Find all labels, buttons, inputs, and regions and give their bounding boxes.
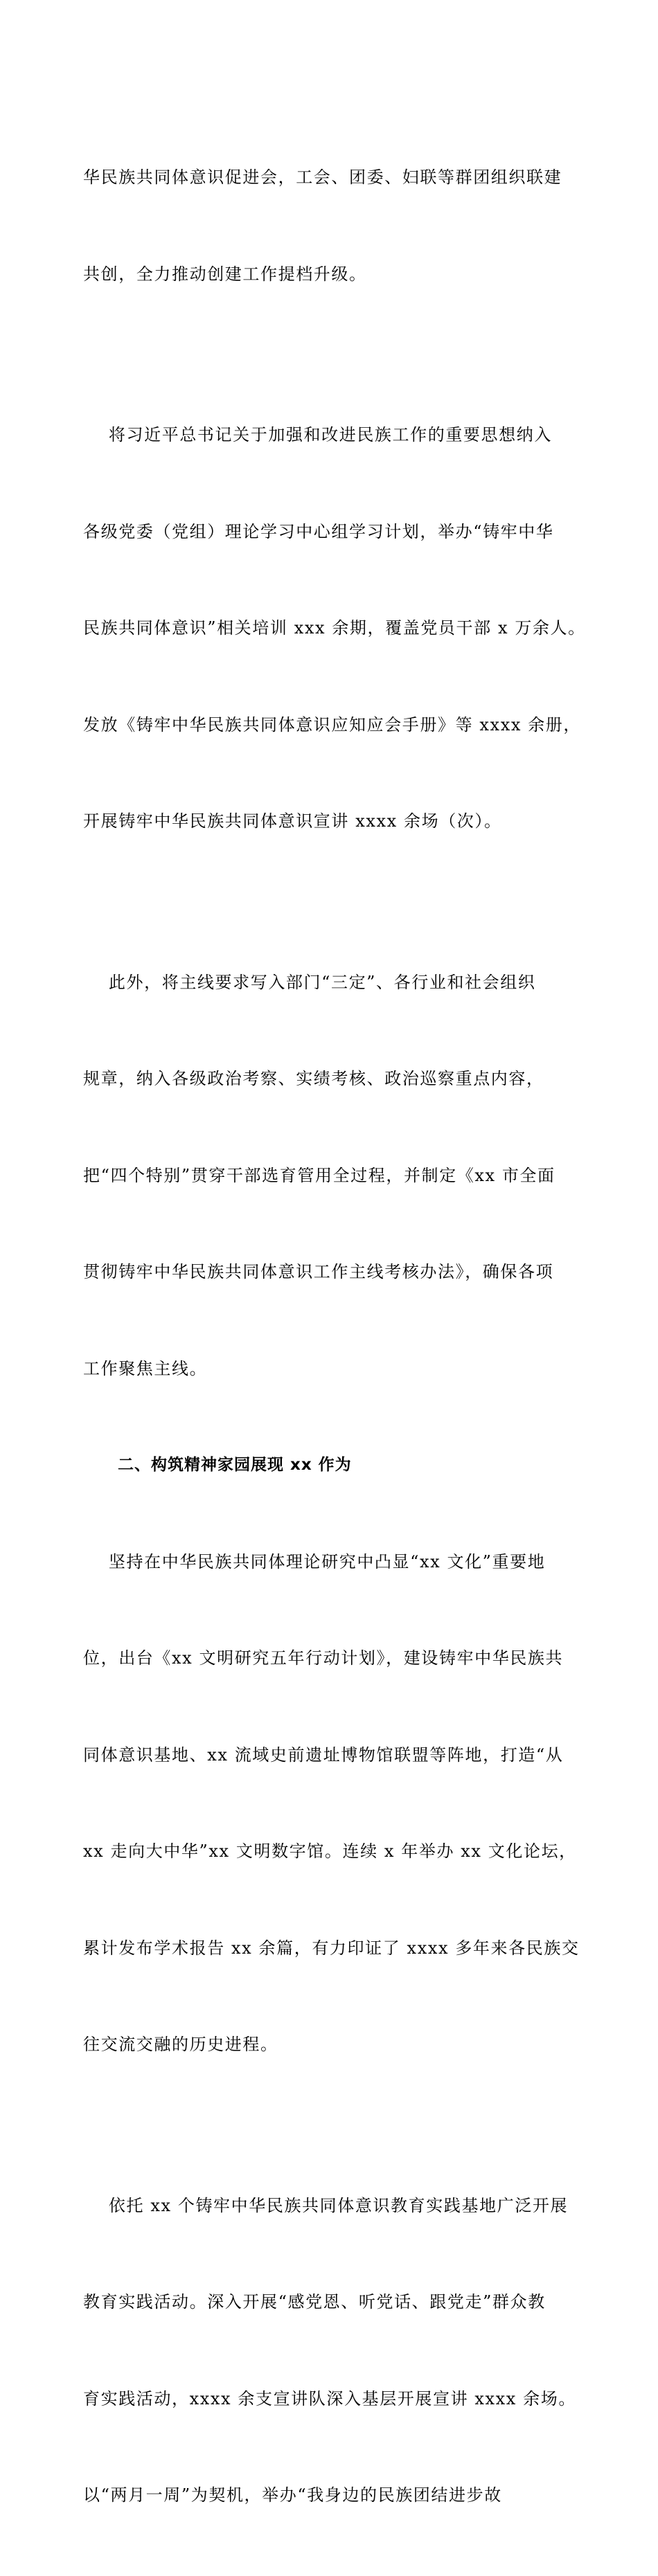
text-line: 位，出台《xx 文明研究五年行动计划》，建设铸牢中华民族共 [83, 1648, 564, 1668]
text-line: 教育实践活动。深入开展“感党恩、听党话、跟党走”群众教 [83, 2292, 546, 2312]
text-line: 规章，纳入各级政治考察、实绩考核、政治巡察重点内容， [83, 1069, 544, 1088]
text-line: 累计发布学术报告 xx 余篇，有力印证了 xxxx 多年来各民族交 [83, 1938, 580, 1958]
text-line: 以“两月一周”为契机，举办“我身边的民族团结进步故 [83, 2485, 502, 2505]
text-line: 往交流交融的历史进程。 [83, 2035, 278, 2054]
text-line: 坚持在中华民族共同体理论研究中凸显“xx 文化”重要地 [83, 1551, 546, 1571]
text-line: 把“四个特别”贯穿干部选育管用全过程，并制定《xx 市全面 [83, 1165, 555, 1185]
text-line: 工作聚焦主线。 [83, 1358, 208, 1378]
paragraph-2 [83, 354, 586, 902]
text-line: 华民族共同体意识促进会，工会、团委、妇联等群团组织联建 [83, 168, 562, 187]
text-line: 育实践活动，xxxx 余支宣讲队深入基层开展宣讲 xxxx 余场。 [83, 2388, 576, 2408]
text-line: 此外，将主线要求写入部门“三定”、各行业和社会组织 [83, 972, 536, 992]
text-line: 同体意识基地、xx 流域史前遗址博物馆联盟等阵地，打造“从 [83, 1745, 564, 1765]
text-line: 各级党委（党组）理论学习中心组学习计划，举办“铸牢中华 [83, 521, 554, 541]
text-line: 发放《铸牢中华民族共同体意识应知应会手册》等 xxxx 余册， [83, 714, 581, 735]
text-line: 共创，全力推动创建工作提档升级。 [83, 264, 367, 284]
section-heading: 二、构筑精神家园展现 xx 作为 [118, 1456, 352, 1474]
text-line: xx 走向大中华”xx 文明数字馆。连续 x 年举办 xx 文化论坛， [83, 1841, 577, 1861]
paragraph-1 [83, 97, 578, 354]
text-line: 贯彻铸牢中华民族共同体意识工作主线考核办法》，确保各项 [83, 1262, 554, 1281]
text-line: 民族共同体意识”相关培训 xxx 余期，覆盖党员干部 x 万余人。 [83, 618, 586, 638]
text-line: 依托 xx 个铸牢中华民族共同体意识教育实践基地广泛开展 [83, 2195, 569, 2215]
paragraph-4 [83, 1481, 578, 2125]
document-body [83, 97, 586, 2576]
paragraph-5 [83, 2125, 578, 2576]
text-line: 开展铸牢中华民族共同体意识宣讲 xxxx 余场（次）。 [83, 811, 502, 831]
text-line: 将习近平总书记关于加强和改进民族工作的重要思想纳入 [83, 425, 552, 444]
paragraph-3 [83, 902, 578, 1450]
